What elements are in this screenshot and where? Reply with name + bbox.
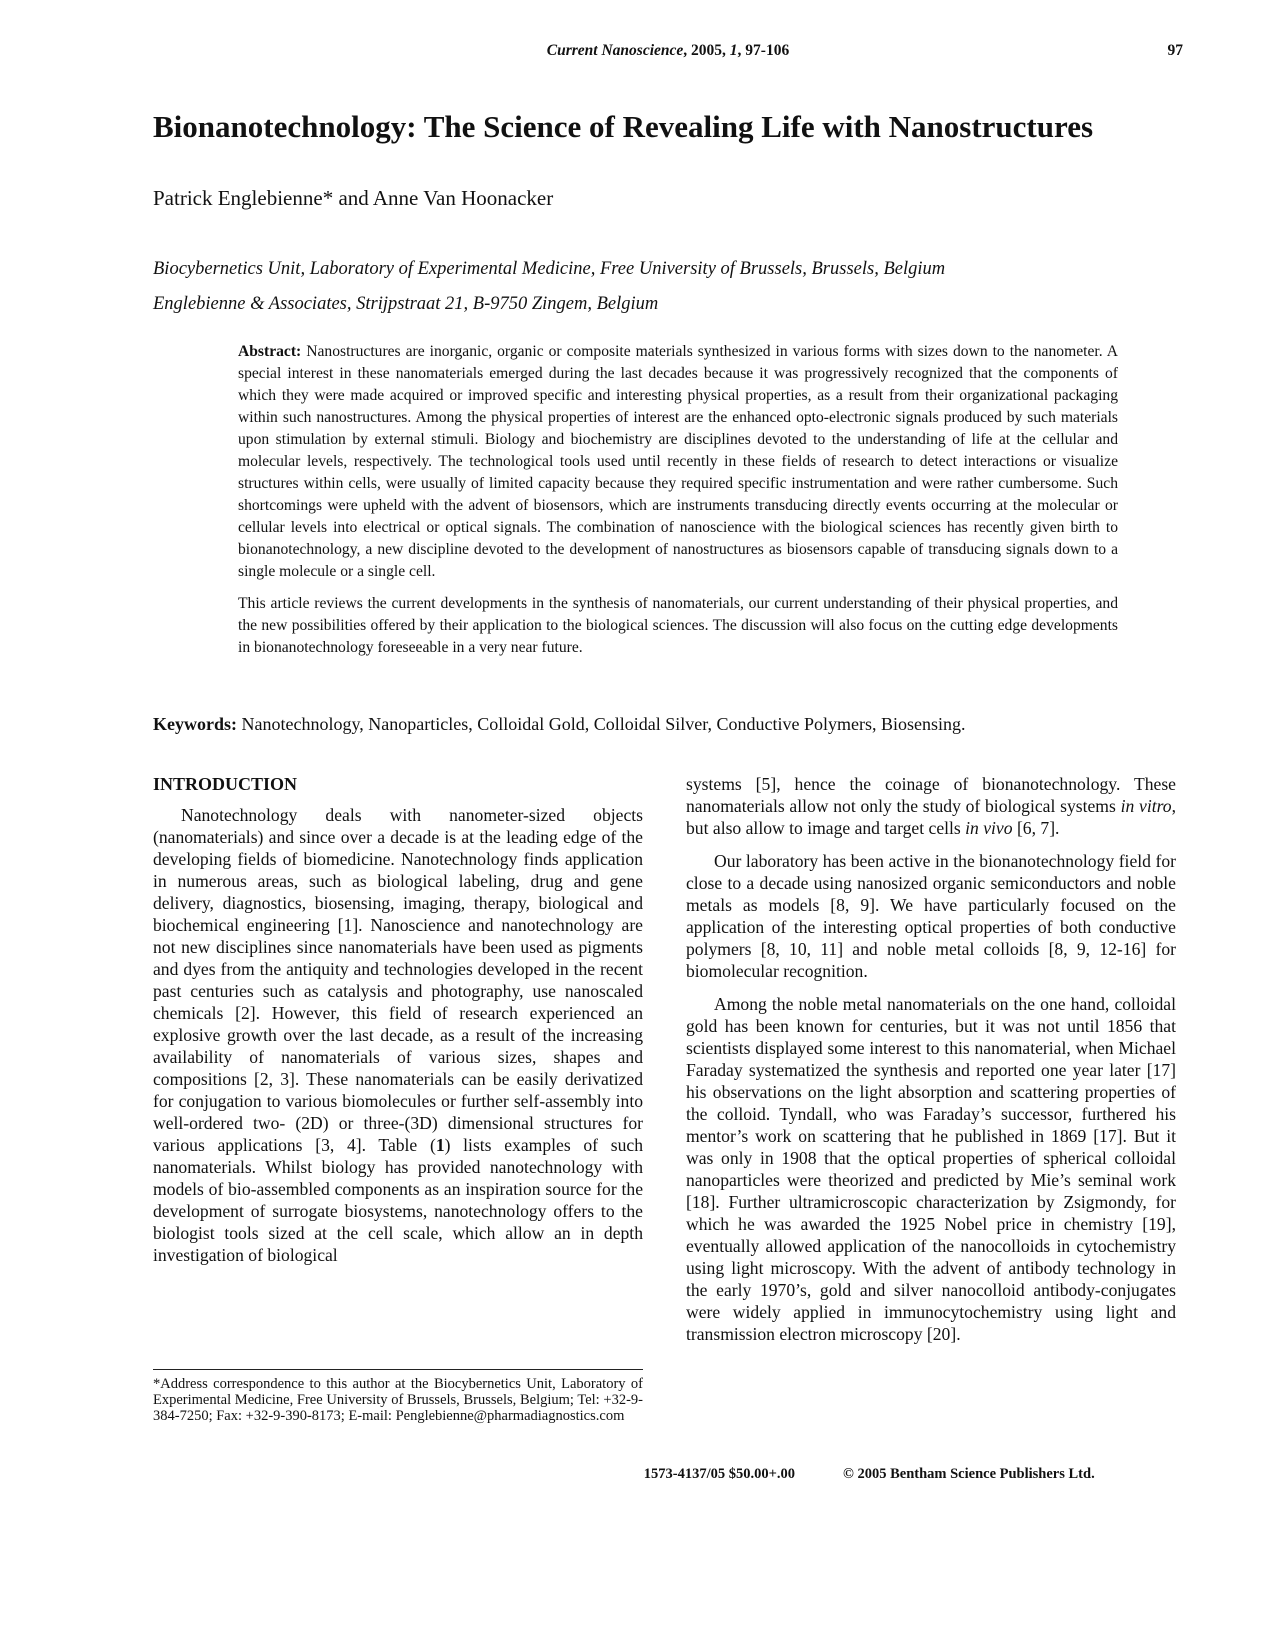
affiliation-2: Englebienne & Associates, Strijpstraat 21, B-9750 Zingem, Belgium [153, 294, 659, 314]
article-title: Bionanotechnology: The Science of Revealing Life with Nanostructures [153, 109, 1094, 144]
journal-year: , 2005, [683, 42, 730, 59]
journal-name: Current Nanoscience [546, 42, 684, 59]
abstract-text-1: Nanostructures are inorganic, organic or composite materials synthesized in various forms with sizes down to the nanometer. A special interest in these nanomaterials emerged during the last decades because it was progressively recognized that the components of which they were made acquired or improved specific and interesting physical properties, as a result from their organizational packaging within such nanostructures. Among the physical properties of interest are the enhanced opto-electronic signals produced by such materials upon stimulation by external stimuli. Biology and biochemistry are disciplines devoted to the understanding of life at the cellular and molecular levels, respectively. The technological tools used until recently in these fields of research to detect interactions or visualize structures within cells, were usually of limited capacity because they required specific instrumentation and were rather cumbersome. Such shortcomings were upheld with the advent of biosensors, which are instruments transducing directly events occurring at the molecular or cellular levels into electrical or optical signals. The combination of nanoscience with the biological sciences has recently given birth to bionanotechnology, a new discipline devoted to the development of nanostructures as biosensors capable of transducing signals down to a single molecule or a single cell. [238, 343, 1118, 580]
abstract [238, 341, 1118, 669]
right-paragraph-1 [686, 773, 1176, 839]
journal-pages: , 97-106 [737, 42, 790, 59]
right-paragraph-2: Our laboratory has been active in the bionanotechnology field for close to a decade using nanosized organic semiconductors and noble metals as models [8, 9]. We have particularly focused on the application of the interesting optical properties of both conductive polymers [8, 10, 11] and noble metal colloids [8, 9, 12-16] for biomolecular recognition. [686, 851, 1176, 981]
in-vitro-term: in vitro [1120, 796, 1172, 816]
right-text-a: systems [5], hence the coinage of bionanotechnology. These nanomaterials allow not only the study of biological systems [686, 774, 1176, 816]
abstract-label: Abstract: [238, 343, 302, 360]
keywords [153, 714, 1183, 735]
abstract-paragraph-1 [238, 341, 1118, 583]
keywords-label: Keywords: [153, 714, 237, 734]
journal-volume: 1 [729, 42, 738, 59]
issn-price: 1573-4137/05 $50.00+.00 [643, 1466, 795, 1482]
right-text-b: , but also allow to image and target cells [686, 796, 1176, 838]
article-authors: Patrick Englebienne* and Anne Van Hoonacker [153, 186, 554, 210]
left-column [153, 773, 643, 1277]
affiliation-1: Biocybernetics Unit, Laboratory of Experimental Medicine, Free University of Brussels, Brussels, Belgium [153, 259, 946, 279]
right-text-c: [6, 7]. [1012, 818, 1060, 838]
copyright-notice: © 2005 Bentham Science Publishers Ltd. [843, 1466, 1095, 1482]
in-vivo-term: in vivo [965, 818, 1013, 838]
keywords-text: Nanotechnology, Nanoparticles, Colloidal Gold, Colloidal Silver, Conductive Polymers, Biosensing. [237, 714, 966, 734]
page-number: 97 [1167, 42, 1183, 59]
correspondence-footnote: *Address correspondence to this author at the Biocybernetics Unit, Laboratory of Experimental Medicine, Free University of Brussels, Brussels, Belgium; Tel: +32-9-384-7250; Fax: +32-9-390-8173; E-mail: Penglebienne@pharmadiagnostics.com [153, 1376, 643, 1424]
intro-text-b: ) lists examples of such nanomaterials. Whilst biology has provided nanotechnology with models of bio-assembled components as an inspiration source for the development of surrogate biosystems, nanotechnology offers to the biologist tools sized at the cell scale, which allow an in depth investigation of biological [153, 1135, 643, 1265]
right-paragraph-3: Among the noble metal nanomaterials on the one hand, colloidal gold has been known for centuries, but it was not until 1856 that scientists displayed some interest to this nanomaterial, when Michael Faraday systematized the synthesis and reported one year later [17] his observations on the light absorption and scattering properties of the colloid. Tyndall, who was Faraday’s successor, furthered his mentor’s work on scattering that he published in 1869 [17]. But it was only in 1908 that the optical properties of spherical colloidal nanoparticles were theorized and predicted by Mie’s seminal work [18]. Further ultramicroscopic characterization by Zsigmondy, for which he was awarded the 1925 Nobel price in chemistry [19], eventually allowed application of the nanocolloids in cytochemistry using light microscopy. With the advent of antibody technology in the early 1970’s, gold and silver nanocolloid antibody-conjugates were widely applied in immunocytochemistry using light and transmission electron microscopy [20]. [686, 994, 1176, 1344]
abstract-paragraph-2: This article reviews the current developments in the synthesis of nanomaterials, our current understanding of their physical properties, and the new possibilities offered by their application to the biological sciences. The discussion will also focus on the cutting edge developments in bionanotechnology foreseeable in a very near future. [238, 595, 1118, 656]
section-heading-introduction: INTRODUCTION [153, 774, 298, 794]
intro-paragraph-1 [153, 804, 643, 1266]
intro-text-a: Nanotechnology deals with nanometer-sized objects (nanomaterials) and since over a decade is at the leading edge of the developing fields of biomedicine. Nanotechnology finds application in numerous areas, such as biological labeling, drug and gene delivery, diagnostics, biosensing, imaging, therapy, biological and biochemical engineering [1]. Nanoscience and nanotechnology are not new disciplines since nanomaterials have been used as pigments and dyes from the antiquity and technologies developed in the recent past centuries such as catalysis and photography, use nanoscaled chemicals [2]. However, this field of research experienced an explosive growth over the last decade, as a result of the increasing availability of nanomaterials of various sizes, shapes and compositions [2, 3]. These nanomaterials can be easily derivatized for conjugation to various biomolecules or further self-assembly into well-ordered two- (2D) or three-(3D) dimensional structures for various applications [3, 4]. Table ( [153, 805, 643, 1155]
right-column [686, 773, 1176, 1356]
footnote-divider [153, 1369, 643, 1370]
journal-citation [153, 42, 1183, 60]
table-reference: 1 [435, 1135, 445, 1155]
